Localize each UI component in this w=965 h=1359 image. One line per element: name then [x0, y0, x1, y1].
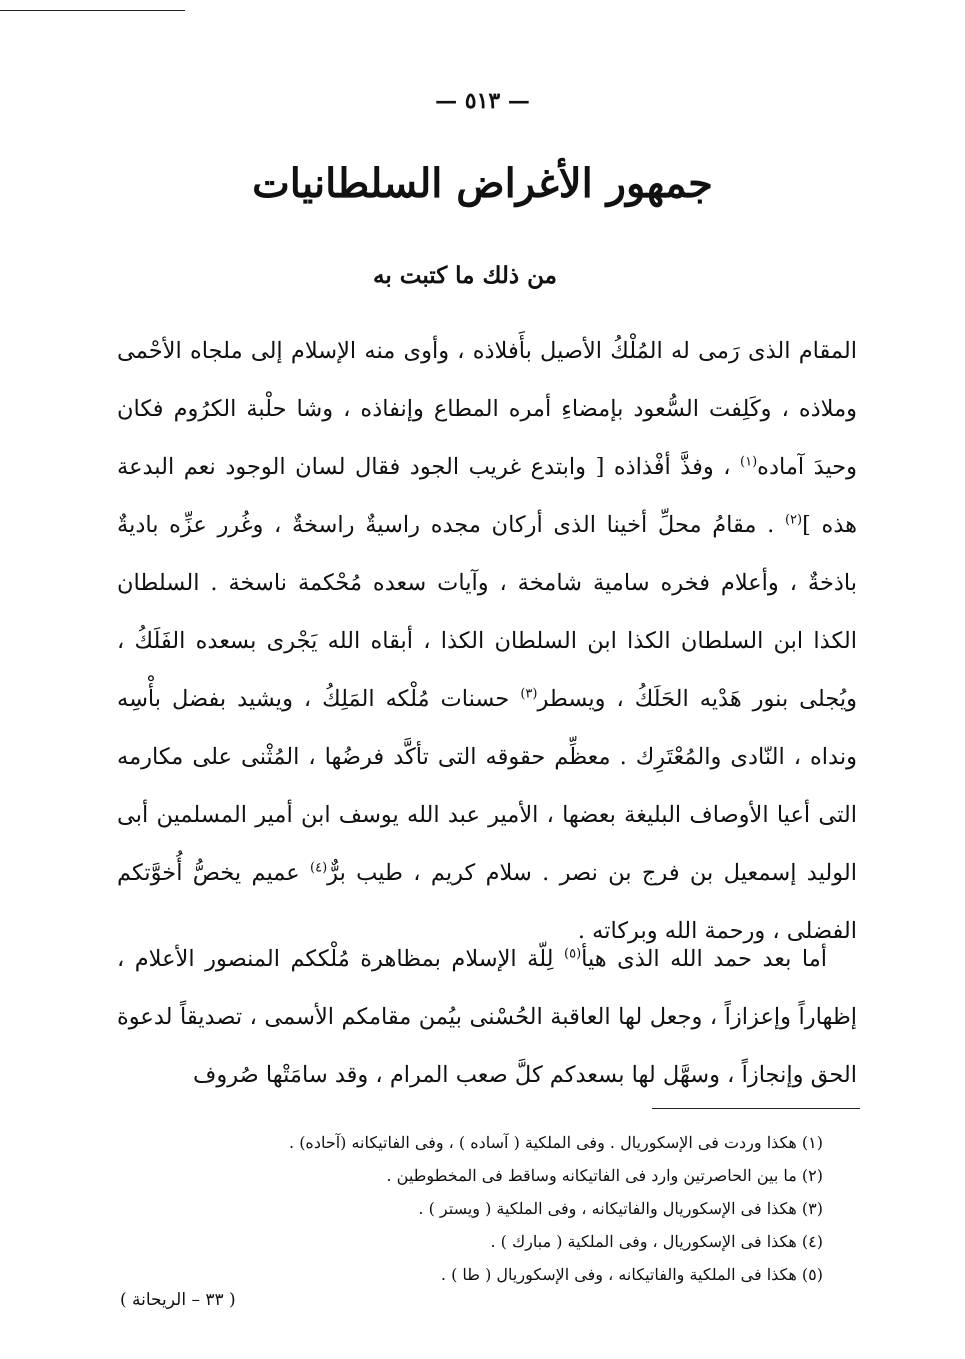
paragraph-text: حسنات مُلْكه المَلِكُ ، ويشيد بفضل بأْسِه ونداه ، النّادى والمُعْتَرِك . معظِّم حقوقه التى تأكَّد فرضُها ، المُثْنى على مكارمه التى أعيا الأوصاف البليغة بعضها ، الأمير عبد الله يوسف ابن أمير المسلمين أبى الوليد إسمعيل بن فرج بن نصر . سلام كريم ، طيب برٌّ: [117, 686, 857, 886]
body-paragraph-2: [117, 930, 857, 1104]
footnote-item: (٢) ما بين الحاصرتين وارد فى الفاتيكانه وساقط فى المخطوطين .: [386, 1166, 823, 1185]
footnotes-list: [123, 1126, 823, 1291]
footnote-reference: (١): [740, 454, 758, 470]
page-title: جمهور الأغراض السلطانيات: [252, 160, 713, 207]
footnote-reference: (٣): [520, 686, 538, 702]
paragraph-text: . مقامُ محلِّ أخينا الذى أركان مجده راسيةٌ راسخةٌ ، وغُرر عزِّه باديةٌ باذخةٌ ، وأعلام فخره سامية شامخة ، وآيات سعده مُحْكمة ناسخة . السلطان الكذا ابن السلطان الكذا ابن السلطان الكذا ، أبقاه الله يَجْرى بسعده الفَلَكُ ، ويُجلى بنور هَدْيه الحَلَكُ ، ويسطر: [117, 512, 858, 712]
footnote-item: (٥) هكذا فى الملكية والفاتيكانه ، وفى الإسكوريال ( طا ) .: [440, 1265, 823, 1284]
footnote-reference: (٢): [784, 512, 803, 528]
paragraph-text: لِلّة الإسلام بمظاهرة مُلْككم المنصور الأعلام ، إظهاراً وإعزازاً ، وجعل لها العاقبة الحُسْنى بيُمن مقامكم الأسمى ، تصديقاً لدعوة الحق وإنجازاً ، وسهَّل لها بسعدكم كلَّ صعب المرام ، وقد سامَتْها صُروف: [117, 946, 857, 1088]
footnote-reference: (٤): [310, 860, 328, 876]
footnote-reference: (٥): [564, 946, 582, 962]
top-corner-rule: [0, 10, 185, 11]
signature-mark: ( ٣٣ – الريحانة ): [120, 1290, 236, 1310]
section-subtitle: من ذلك ما كتبت به: [373, 262, 557, 289]
paragraph-text: المقام الذى رَمى له المُلْكُ الأصيل بأَفلاذه ، وأوى منه الإسلام إلى ملجاه الأحْمى وملاذه ، وكَلِفت السُّعود بإمضاءِ أمره المطاع وإنفاذه ، وشا حلْبة الكرُوم فكان وحيدَ آماده: [117, 338, 858, 480]
footnote-item: (٣) هكذا فى الإسكوريال والفاتيكانه ، وفى الملكية ( ويستر ) .: [418, 1199, 823, 1218]
paragraph-text: عميم يخصُّ أُخوَّتكم الفضلى ، ورحمة الله وبركاته .: [117, 860, 857, 944]
paragraph-text: ، وفذَّ أفْذاذه [ وابتدع غريب الجود فقال لسان الوجود نعم البدعة هذه ]: [117, 454, 857, 538]
page-number: — ٥١٣ —: [435, 88, 530, 114]
footnote-item: (٤) هكذا فى الإسكوريال ، وفى الملكية ( مبارك ) .: [490, 1232, 823, 1251]
paragraph-text: أما بعد حمد الله الذى هيأ: [581, 946, 828, 972]
footnote-item: (١) هكذا وردت فى الإسكوريال . وفى الملكية ( آساده ) ، وفى الفاتيكانه (آحاده) .: [289, 1133, 823, 1152]
footnote-separator: [652, 1108, 860, 1109]
body-paragraph-1: [117, 322, 857, 960]
